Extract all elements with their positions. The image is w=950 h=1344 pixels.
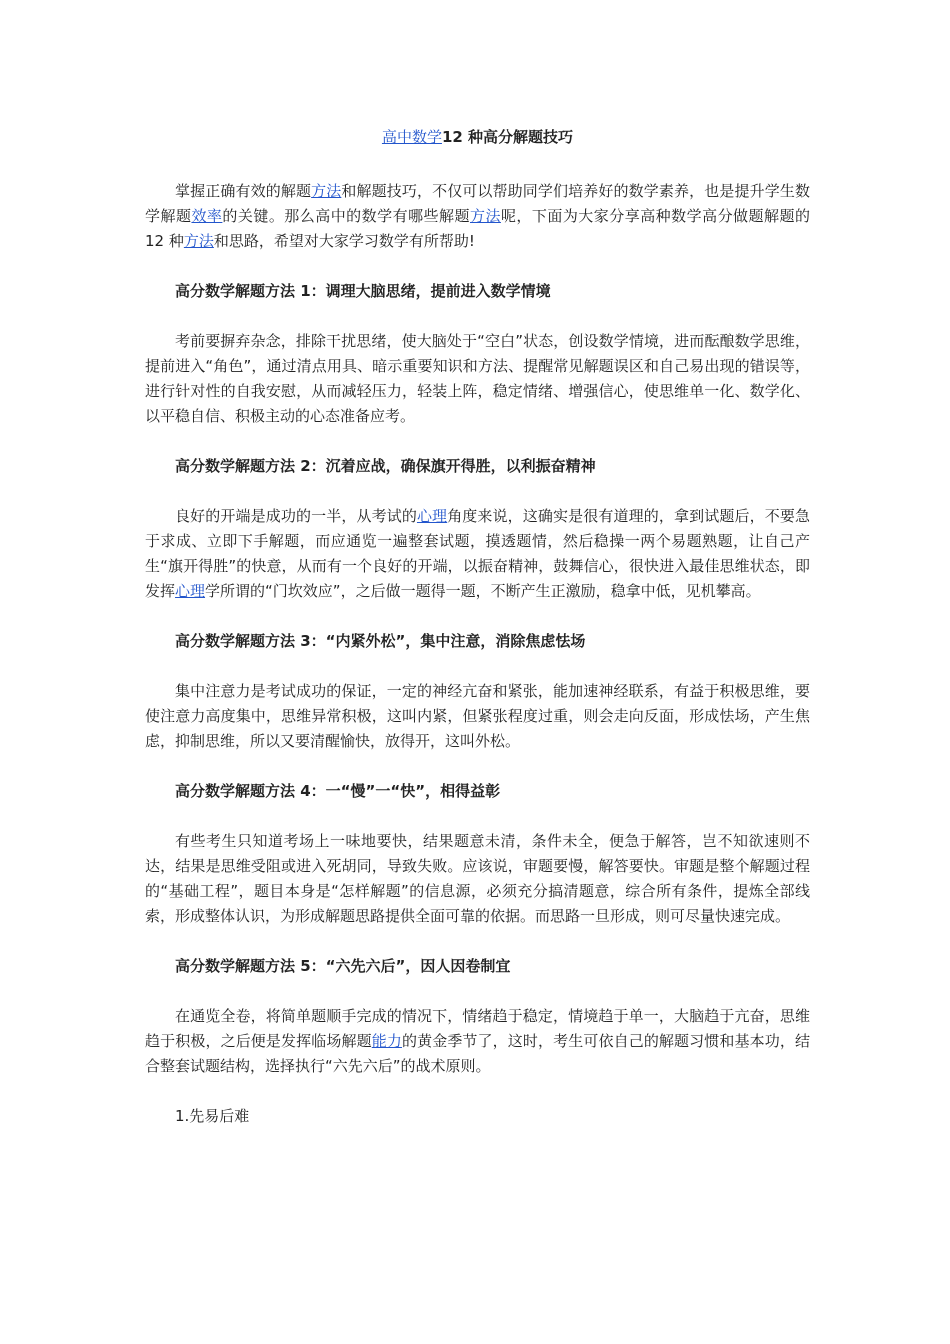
link-psychology-2[interactable]: 心理 [175, 582, 206, 600]
article-content [145, 125, 810, 1154]
link-ability[interactable]: 能力 [371, 1032, 402, 1050]
method-4-heading: 高分数学解题方法 4：一“慢”一“快”，相得益彰 [175, 782, 501, 800]
method-2-heading: 高分数学解题方法 2：沉着应战，确保旗开得胜，以利振奋精神 [175, 457, 596, 475]
method-5-heading: 高分数学解题方法 5：“六先六后”，因人因卷制宜 [175, 957, 511, 975]
intro-text-2: 和解题技巧，不仅可以帮助同学们培养好的数学素养，也是提升学生数学解题 [145, 182, 810, 225]
method-3-body: 集中注意力是考试成功的保证，一定的神经亢奋和紧张，能加速神经联系，有益于积极思维，要使注意力高度集中，思维异常积极，这叫内紧，但紧张程度过重，则会走向反面，形成怯场，产生焦虑，抑制思维，所以又要清醒愉快，放得开，这叫外松。 [145, 682, 810, 750]
method-1-heading: 高分数学解题方法 1：调理大脑思绪，提前进入数学情境 [175, 282, 551, 300]
method-1-body: 考前要摒弃杂念，排除干扰思绪，使大脑处于“空白”状态，创设数学情境，进而酝酿数学思维，提前进入“角色”，通过清点用具、暗示重要知识和方法、提醒常见解题误区和自己易出现的错误等，进行针对性的自我安慰，从而减轻压力，轻装上阵，稳定情绪、增强信心，使思维单一化、数学化、以平稳自信、积极主动的心态准备应考。 [145, 332, 810, 425]
intro-text-4: 呢，下面为大家分享高种数学高分做题解题的 12 种 [145, 207, 810, 250]
intro-paragraph [145, 179, 810, 254]
method-3-heading: 高分数学解题方法 3：“内紧外松”，集中注意，消除焦虑怯场 [175, 632, 586, 650]
title-link[interactable]: 高中数学 [381, 128, 442, 146]
method-2-text-1: 良好的开端是成功的一半，从考试的 [175, 507, 417, 525]
intro-text-1: 掌握正确有效的解题 [175, 182, 312, 200]
intro-text-3: 的关键。那么高中的数学有哪些解题 [222, 207, 470, 225]
method-2-text-2: 角度来说，这确实是很有道理的，拿到试题后，不要急于求成、立即下手解题，而应通览一遍整套试题，摸透题情，然后稳操一两个易题熟题，让自己产生“旗开得胜”的快意，从而有一个良好的开端，以振奋精神，鼓舞信心，很快进入最佳思维状态，即发挥 [145, 507, 810, 600]
link-method-1[interactable]: 方法 [311, 182, 342, 200]
method-2-body [145, 504, 810, 604]
article-title [145, 125, 810, 149]
link-efficiency[interactable]: 效率 [191, 207, 223, 225]
method-2-text-3: 学所谓的“门坎效应”，之后做一题得一题，不断产生正激励，稳拿中低，见机攀高。 [205, 582, 761, 600]
link-method-3[interactable]: 方法 [183, 232, 214, 250]
method-4-body: 有些考生只知道考场上一味地要快，结果题意未清，条件未全，便急于解答，岂不知欲速则不达，结果是思维受阻或进入死胡同，导致失败。应该说，审题要慢，解答要快。审题是整个解题过程的“基础工程”，题目本身是“怎样解题”的信息源，必须充分搞清题意，综合所有条件，提炼全部线索，形成整体认识，为形成解题思路提供全面可靠的依据。而思路一旦形成，则可尽量快速完成。 [145, 832, 810, 925]
link-method-2[interactable]: 方法 [469, 207, 501, 225]
link-psychology-1[interactable]: 心理 [416, 507, 448, 525]
intro-text-5: 和思路，希望对大家学习数学有所帮助! [213, 232, 475, 250]
method-5-text-1: 在通览全卷，将简单题顺手完成的情况下，情绪趋于稳定，情境趋于单一，大脑趋于亢奋，思维趋于积极，之后便是发挥临场解题 [145, 1007, 810, 1050]
method-5-text-2: 的黄金季节了，这时，考生可依自己的解题习惯和基本功，结合整套试题结构，选择执行“六先六后”的战术原则。 [145, 1032, 810, 1075]
title-text: 12 种高分解题技巧 [441, 128, 574, 146]
list-item-1: 1.先易后难 [175, 1107, 250, 1125]
method-5-body [145, 1004, 810, 1079]
